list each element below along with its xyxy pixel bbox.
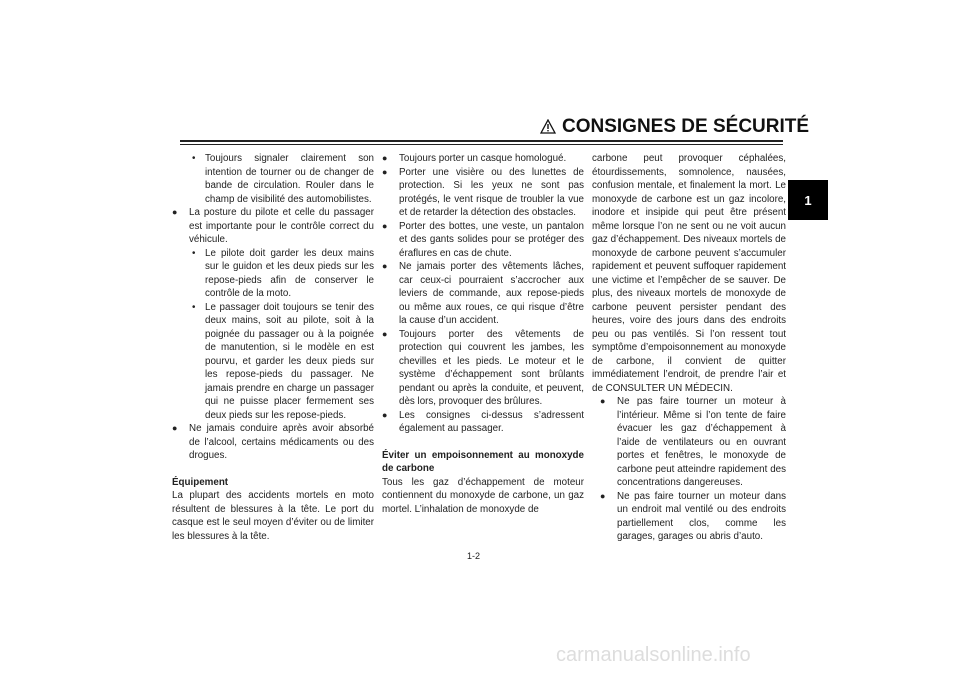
bullet-item: ● La posture du pilote et celle du passager est importante pour le contrôle correct du véhicule. <box>172 206 374 247</box>
page-number: 1-2 <box>467 551 481 561</box>
column-3 <box>592 152 786 544</box>
bullet-item: ● Porter une visière ou des lunettes de protection. Si les yeux ne sont pas protégés, le vent risque de troubler la vue et de retarder la détection des obstacles. <box>382 166 584 220</box>
watermark: carmanualsonline.info <box>556 644 751 666</box>
bullet-item: ● Toujours porter des vêtements de protection qui couvrent les jambes, les chevilles et les pieds. Le moteur et le système d’échappement sont brûlants pendant ou après la conduite, et peuvent, dès lors, provoquer des brûlures. <box>382 328 584 409</box>
sub-bullet-item: • Le pilote doit garder les deux mains sur le guidon et les deux pieds sur les repose-pieds afin de conserver le contrôle de la moto. <box>186 247 374 301</box>
bullet-item: ● Porter des bottes, une veste, un pantalon et des gants solides pour se protéger des éraflures en cas de chute. <box>382 220 584 261</box>
section-heading-equipement: Équipement <box>172 476 229 488</box>
bullet-item: ● Ne pas faire tourner un moteur à l’intérieur. Même si l’on tente de faire évacuer les gaz d’échappement à l’aide de ventilateurs ou en ouvrant portes et fenêtres, le monoxyde de carbone peut atteindre rapidement des concentrations dangereuses. <box>600 395 786 490</box>
page-title-text: CONSIGNES DE SÉCURITÉ <box>562 116 810 137</box>
warning-triangle-icon <box>540 119 556 134</box>
paragraph: La plupart des accidents mortels en moto résultent de blessures à la tête. Le port du casque est le seul moyen d’éviter ou de limiter les blessures à la tête. <box>172 490 374 542</box>
paragraph: Tous les gaz d’échappement de moteur contiennent du monoxyde de carbone, un gaz mortel. L’inhalation de monoxyde de <box>382 476 584 515</box>
bullet-item: ● Ne jamais conduire après avoir absorbé de l’alcool, certains médicaments ou des drogues. <box>172 422 374 463</box>
bullet-item: ● Ne jamais porter des vêtements lâches, car ceux-ci pourraient s’accrocher aux leviers de commande, aux repose-pieds ou même aux roues, ce qui risque d’être la cause d’un accident. <box>382 260 584 328</box>
section-heading-monoxyde: Éviter un empoisonnement au monoxyde de carbone <box>382 449 584 474</box>
sub-bullet-item: • Toujours signaler clairement son intention de tourner ou de changer de bande de circulation. Rouler dans le champ de visibilité des automobilistes. <box>186 152 374 206</box>
column-2 <box>382 152 584 516</box>
page-title <box>540 116 810 140</box>
bullet-item: ● Ne pas faire tourner un moteur dans un endroit mal ventilé ou des endroits partiellement clos, comme les garages, garages ou abris d’auto. <box>600 490 786 544</box>
sub-bullet-item: • Le passager doit toujours se tenir des deux mains, soit au pilote, soit à la poignée du passager ou à la poignée de manutention, si le modèle en est pourvu, et garder les deux pieds sur les repose-pieds du passager. Ne jamais prendre en charge un passager qui ne puisse placer fermement ses deux pieds sur les repose-pieds. <box>186 301 374 423</box>
header-rule-thin <box>180 144 783 145</box>
chapter-tab: 1 <box>788 180 828 220</box>
paragraph: carbone peut provoquer céphalées, étourdissements, somnolence, nausées, confusion mentale, et finalement la mort. Le monoxyde de carbone est un gaz incolore, inodore et insipide qui peut être présent même lorsque l’on ne sent ou ne voit aucun gaz d’échappement. Des niveaux mortels de monoxyde de carbone peuvent s’accumuler rapidement et peuvent suffoquer rapidement une victime et l’empêcher de se sauver. De plus, des niveaux mortels de monoxyde de carbone peuvent persister pendant des heures, voire des jours dans des endroits peu ou pas ventilés. Si l’on ressent tout symptôme d’empoisonnement au monoxyde de carbone, il convient de quitter immédiatement l’endroit, de prendre l’air et de CONSULTER UN MÉDECIN. <box>592 153 786 394</box>
bullet-item: ● Les consignes ci-dessus s’adressent également au passager. <box>382 409 584 436</box>
column-1 <box>172 152 374 543</box>
bullet-item: ● Toujours porter un casque homologué. <box>382 152 584 166</box>
header-rule <box>180 140 783 142</box>
